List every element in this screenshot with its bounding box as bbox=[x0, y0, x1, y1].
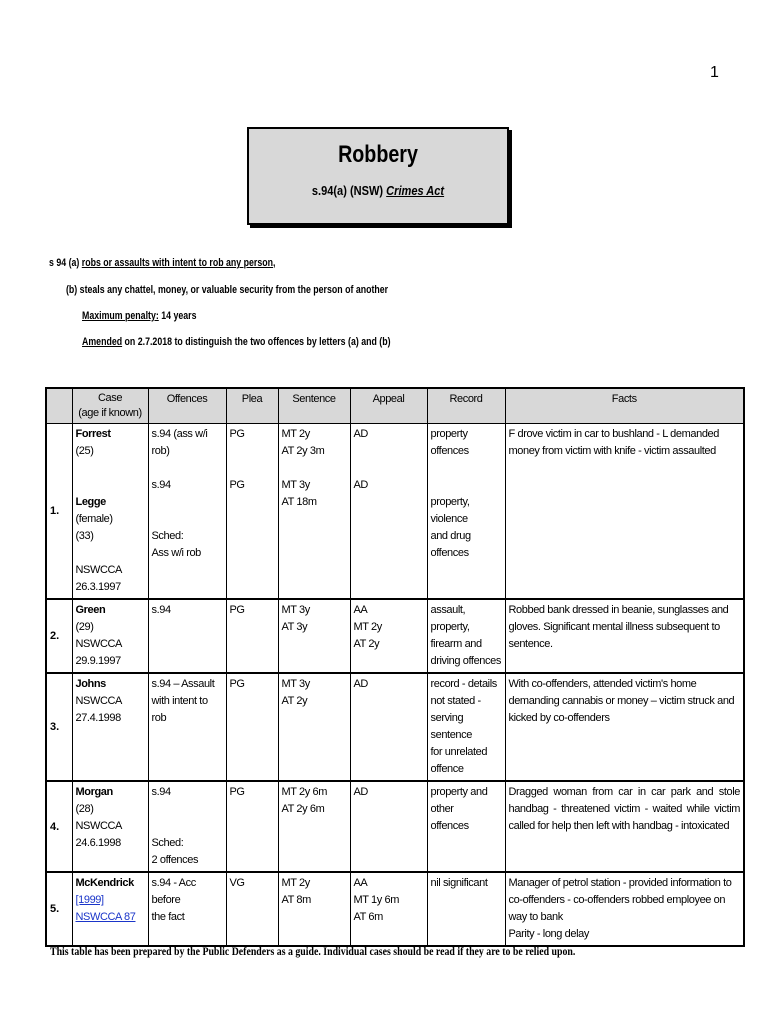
intro-offence-a: robs or assaults with intent to rob any person, bbox=[81, 257, 276, 269]
sentence-cell: MT 3y AT 2y bbox=[278, 673, 350, 781]
facts-cell: With co-offenders, attended victim's home demanding cannabis or money – victim struck and kicked by co-offenders bbox=[505, 673, 744, 781]
offences-cell: s.94 bbox=[148, 599, 226, 673]
header-plea: Plea bbox=[226, 388, 278, 424]
header-offences: Offences bbox=[148, 388, 226, 424]
facts-cell: F drove victim in car to bushland - L demanded money from victim with knife - victim assaulted bbox=[505, 424, 744, 600]
case-cell: Morgan (28) NSWCCA 24.6.1998 bbox=[72, 781, 148, 872]
facts-cell: Dragged woman from car in car park and stole handbag - threatened victim - waited while victim called for help then left with handbag - intoxicated bbox=[505, 781, 744, 872]
record-cell: record - details not stated - serving sentence for unrelated offence bbox=[427, 673, 505, 781]
intro-section-ref: s 94 (a) bbox=[49, 257, 80, 269]
case-cell: McKendrick [1999] NSWCCA 87 bbox=[72, 872, 148, 946]
facts-cell: Robbed bank dressed in beanie, sunglasses and gloves. Significant mental illness subsequent to sentence. bbox=[505, 599, 744, 673]
record-cell: property offences property, violence and drug offences bbox=[427, 424, 505, 600]
row-number: 5. bbox=[46, 872, 72, 946]
table-row bbox=[46, 424, 744, 600]
header-num bbox=[46, 388, 72, 424]
document-title: Robbery bbox=[338, 141, 418, 168]
row-number: 2. bbox=[46, 599, 72, 673]
plea-cell: PG bbox=[226, 599, 278, 673]
offences-cell: s.94 (ass w/i rob) s.94 Sched: Ass w/i rob bbox=[148, 424, 226, 600]
cases-table bbox=[45, 387, 745, 947]
case-cell: Johns NSWCCA 27.4.1998 bbox=[72, 673, 148, 781]
table-row bbox=[46, 673, 744, 781]
sentence-cell: MT 2y AT 8m bbox=[278, 872, 350, 946]
intro-penalty bbox=[82, 310, 196, 322]
appeal-cell: AA MT 1y 6m AT 6m bbox=[350, 872, 427, 946]
sentence-cell: MT 3y AT 3y bbox=[278, 599, 350, 673]
plea-cell: PG PG bbox=[226, 424, 278, 600]
header-appeal: Appeal bbox=[350, 388, 427, 424]
intro-line-2: (b) steals any chattel, money, or valuable security from the person of another bbox=[66, 284, 389, 296]
row-number: 4. bbox=[46, 781, 72, 872]
row-number: 1. bbox=[46, 424, 72, 600]
appeal-cell: AD AD bbox=[350, 424, 427, 600]
subtitle-act: Crimes Act bbox=[386, 183, 445, 198]
case-cell: Forrest (25) Legge (female) (33) NSWCCA 26.3.1997 bbox=[72, 424, 148, 600]
page-number: 1 bbox=[710, 64, 719, 81]
intro-amended bbox=[82, 336, 391, 348]
case-cell: Green (29) NSWCCA 29.9.1997 bbox=[72, 599, 148, 673]
penalty-label: Maximum penalty: bbox=[82, 310, 159, 322]
record-cell: assault, property, firearm and driving offences bbox=[427, 599, 505, 673]
disclaimer-footer: This table has been prepared by the Public Defenders as a guide. Individual cases should be read if they are to be relied upon. bbox=[50, 944, 576, 958]
penalty-value: 14 years bbox=[161, 310, 197, 322]
offences-cell: s.94 – Assault with intent to rob bbox=[148, 673, 226, 781]
subtitle-section: s.94(a) (NSW) bbox=[311, 183, 384, 198]
table-row bbox=[46, 599, 744, 673]
header-record: Record bbox=[427, 388, 505, 424]
header-facts: Facts bbox=[505, 388, 744, 424]
plea-cell: VG bbox=[226, 872, 278, 946]
appeal-cell: AA MT 2y AT 2y bbox=[350, 599, 427, 673]
sentence-cell: MT 2y AT 2y 3m MT 3y AT 18m bbox=[278, 424, 350, 600]
case-citation-link[interactable]: [1999] NSWCCA 87 bbox=[75, 894, 136, 923]
plea-cell: PG bbox=[226, 781, 278, 872]
offences-cell: s.94 - Acc before the fact bbox=[148, 872, 226, 946]
header-sentence: Sentence bbox=[278, 388, 350, 424]
row-number: 3. bbox=[46, 673, 72, 781]
appeal-cell: AD bbox=[350, 781, 427, 872]
table-row bbox=[46, 872, 744, 946]
table-row bbox=[46, 781, 744, 872]
appeal-cell: AD bbox=[350, 673, 427, 781]
intro-line-1 bbox=[49, 257, 275, 269]
record-cell: property and other offences bbox=[427, 781, 505, 872]
offences-cell: s.94 Sched: 2 offences bbox=[148, 781, 226, 872]
facts-cell: Manager of petrol station - provided information to co-offenders - co-offenders robbed employee on way to bank Parity - long delay bbox=[505, 872, 744, 946]
header-case: Case (age if known) bbox=[72, 388, 148, 424]
record-cell: nil significant bbox=[427, 872, 505, 946]
amended-label: Amended bbox=[82, 336, 123, 348]
title-box bbox=[247, 127, 509, 225]
amended-text: on 2.7.2018 to distinguish the two offences by letters (a) and (b) bbox=[124, 336, 391, 348]
sentence-cell: MT 2y 6m AT 2y 6m bbox=[278, 781, 350, 872]
table-header-row bbox=[46, 388, 744, 424]
plea-cell: PG bbox=[226, 673, 278, 781]
document-subtitle bbox=[268, 183, 487, 198]
